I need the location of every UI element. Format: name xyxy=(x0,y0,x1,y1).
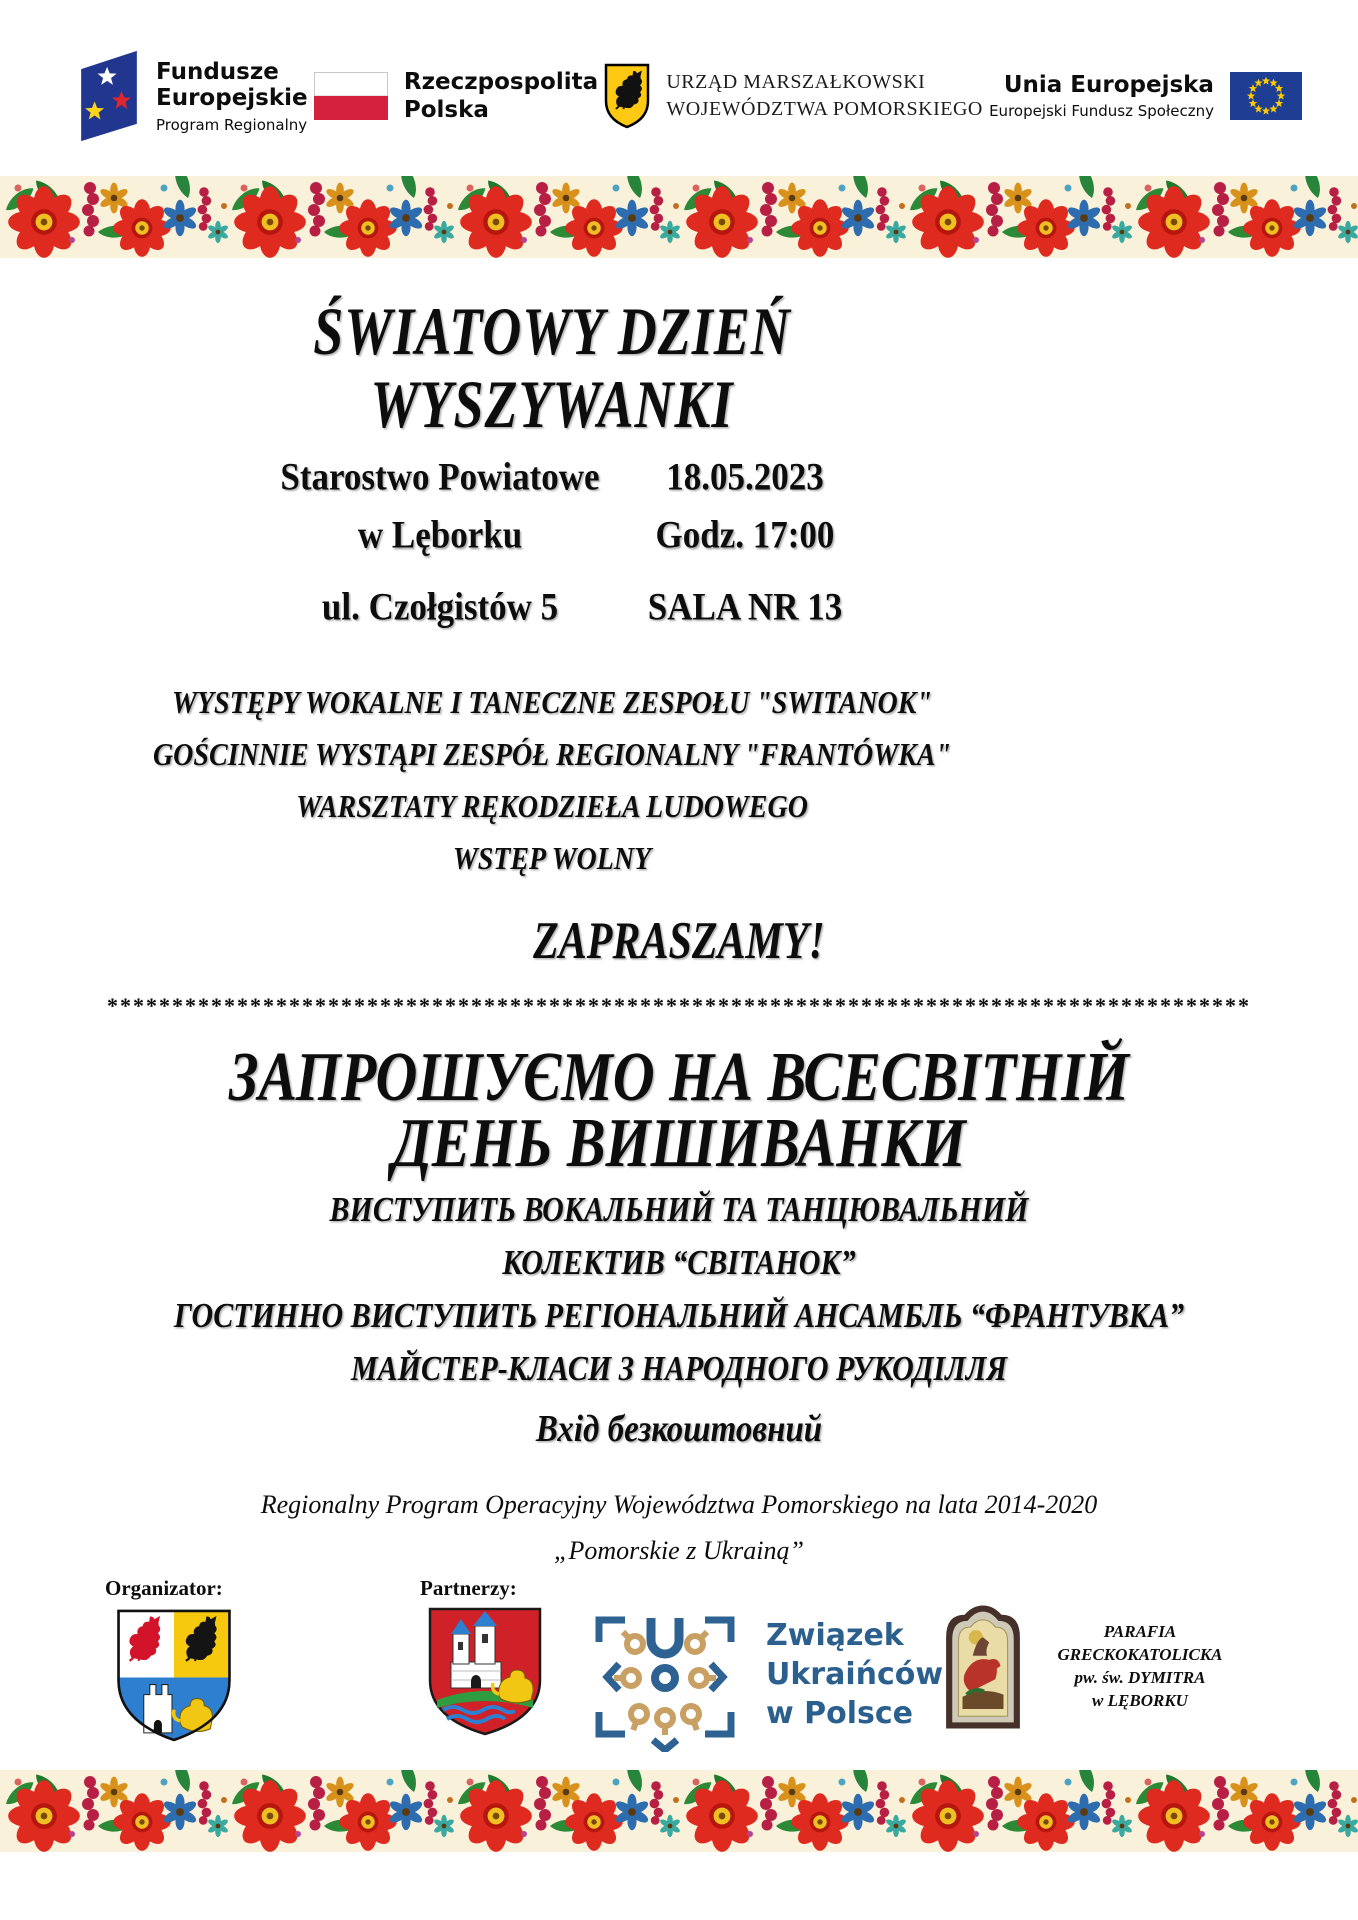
header-logos xyxy=(78,42,1302,150)
details-ua-line2: КОЛЕКТИВ “СВІТАНОК” xyxy=(502,1244,856,1283)
invitation-polish-text: ZAPRASZAMY! xyxy=(533,912,825,971)
details-ua-line3: ГОСТИННО ВИСТУПИТЬ РЕГІОНАЛЬНИЙ АНСАМБЛЬ “ФРАНТУВКА” xyxy=(173,1297,1185,1336)
pomorskie-coat-of-arms-icon xyxy=(604,63,650,129)
details-ukrainian xyxy=(0,1182,1358,1455)
logo-fundusze-europejskie xyxy=(78,48,308,144)
details-pl-line4: WSTĘP WOLNY xyxy=(452,841,652,877)
title-ukrainian xyxy=(0,1037,1358,1182)
title-polish-line2: WYSZYWANKI xyxy=(370,366,734,442)
event-time: Godz. 17:00 xyxy=(655,512,835,557)
floral-border-bottom xyxy=(0,1770,1358,1852)
venue-address: ul. Czołgistów 5 xyxy=(321,584,559,629)
rp-line2: Polska xyxy=(403,97,489,123)
parish-line3: pw. św. DYMITRA xyxy=(1074,1668,1206,1687)
floral-border-bottom-pattern xyxy=(0,1770,1358,1852)
fundusze-europejskie-text xyxy=(156,59,308,134)
ue-line2: Europejski Fundusz Społeczny xyxy=(989,102,1214,120)
logo-rzeczpospolita-polska xyxy=(314,68,598,124)
title-polish xyxy=(0,290,1104,442)
organizer-label: Organizator: xyxy=(105,1576,223,1600)
details-polish xyxy=(0,676,1104,884)
rp-text xyxy=(404,68,598,124)
floral-border-top xyxy=(0,176,1358,258)
union-line2: Ukraińców xyxy=(766,1657,944,1692)
title-ukrainian-line1: ЗАПРОШУЄМО НА ВСЕСВІТНІЙ xyxy=(229,1037,1129,1116)
ue-line1: Unia Europejska xyxy=(1003,72,1214,98)
title-polish-line1: ŚWIATOWY DZIEŃ xyxy=(313,293,791,369)
parish-icon xyxy=(942,1602,1024,1732)
parish-line2: GRECKOKATOLICKA xyxy=(1057,1645,1223,1664)
event-room: SALA NR 13 xyxy=(647,584,843,629)
partners-label: Partnerzy: xyxy=(420,1576,517,1600)
fe-line3: Program Regionalny xyxy=(156,115,308,134)
floral-border-top-pattern xyxy=(0,176,1358,258)
ue-text xyxy=(989,72,1214,120)
poland-flag-icon xyxy=(314,72,388,120)
invitation-polish xyxy=(0,912,1358,971)
program-line1: Regionalny Program Operacyjny Województwa Pomorskiego na lata 2014-2020 xyxy=(260,1490,1098,1519)
details-pl-line2: GOŚCINNIE WYSTĄPI ZESPÓŁ REGIONALNY "FRANTÓWKA" xyxy=(152,737,952,773)
details-ua-free-entry: Вхід безкоштовний xyxy=(535,1408,823,1451)
program-footer xyxy=(0,1482,1358,1574)
union-line1: Związek xyxy=(766,1618,904,1653)
partner-coat-of-arms-icon xyxy=(426,1606,544,1738)
parish-line1: PARAFIA xyxy=(1103,1622,1177,1641)
fe-line1: Fundusze xyxy=(156,58,279,85)
event-venue xyxy=(250,448,630,636)
details-pl-line1: WYSTĘPY WOKALNE I TANECZNE ZESPOŁU "SWITANOK" xyxy=(172,685,932,721)
fe-line2: Europejskie xyxy=(156,84,308,111)
event-info xyxy=(0,452,1104,632)
venue-line2: w Lęborku xyxy=(357,512,523,557)
details-pl-line3: WARSZTATY RĘKODZIEŁA LUDOWEGO xyxy=(296,789,808,825)
logo-urzad-marszalkowski xyxy=(604,63,982,129)
eu-flag-icon xyxy=(1230,72,1302,120)
event-date: 18.05.2023 xyxy=(666,454,824,499)
program-line2: „Pomorskie z Ukrainą” xyxy=(554,1536,804,1565)
details-ua-line1: ВИСТУПИТЬ ВОКАЛЬНИЙ ТА ТАНЦЮВАЛЬНИЙ xyxy=(329,1191,1029,1230)
venue-line1: Starostwo Powiatowe xyxy=(280,454,600,499)
organizer-coat-of-arms-icon xyxy=(115,1608,233,1744)
um-line2: WOJEWÓDZTWA POMORSKIEGO xyxy=(666,98,983,120)
title-ukrainian-line2: ДЕНЬ ВИШИВАНКИ xyxy=(392,1103,966,1182)
um-line1: URZĄD MARSZAŁKOWSKI xyxy=(666,71,926,93)
details-ua-line4: МАЙСТЕР-КЛАСИ З НАРОДНОГО РУКОДІЛЛЯ xyxy=(351,1350,1007,1389)
parish-text xyxy=(1030,1620,1250,1712)
asterisk-divider: **************************************************************************************** xyxy=(107,993,1251,1018)
event-datetime xyxy=(600,448,890,636)
logo-unia-europejska xyxy=(989,72,1302,120)
um-text xyxy=(666,69,982,123)
fundusze-europejskie-flag-icon xyxy=(78,48,140,144)
rp-line1: Rzeczpospolita xyxy=(403,69,599,95)
parish-line4: w LĘBORKU xyxy=(1092,1691,1188,1710)
union-of-ukrainians-logo-icon xyxy=(584,1602,746,1752)
union-line3: w Polsce xyxy=(766,1696,914,1731)
